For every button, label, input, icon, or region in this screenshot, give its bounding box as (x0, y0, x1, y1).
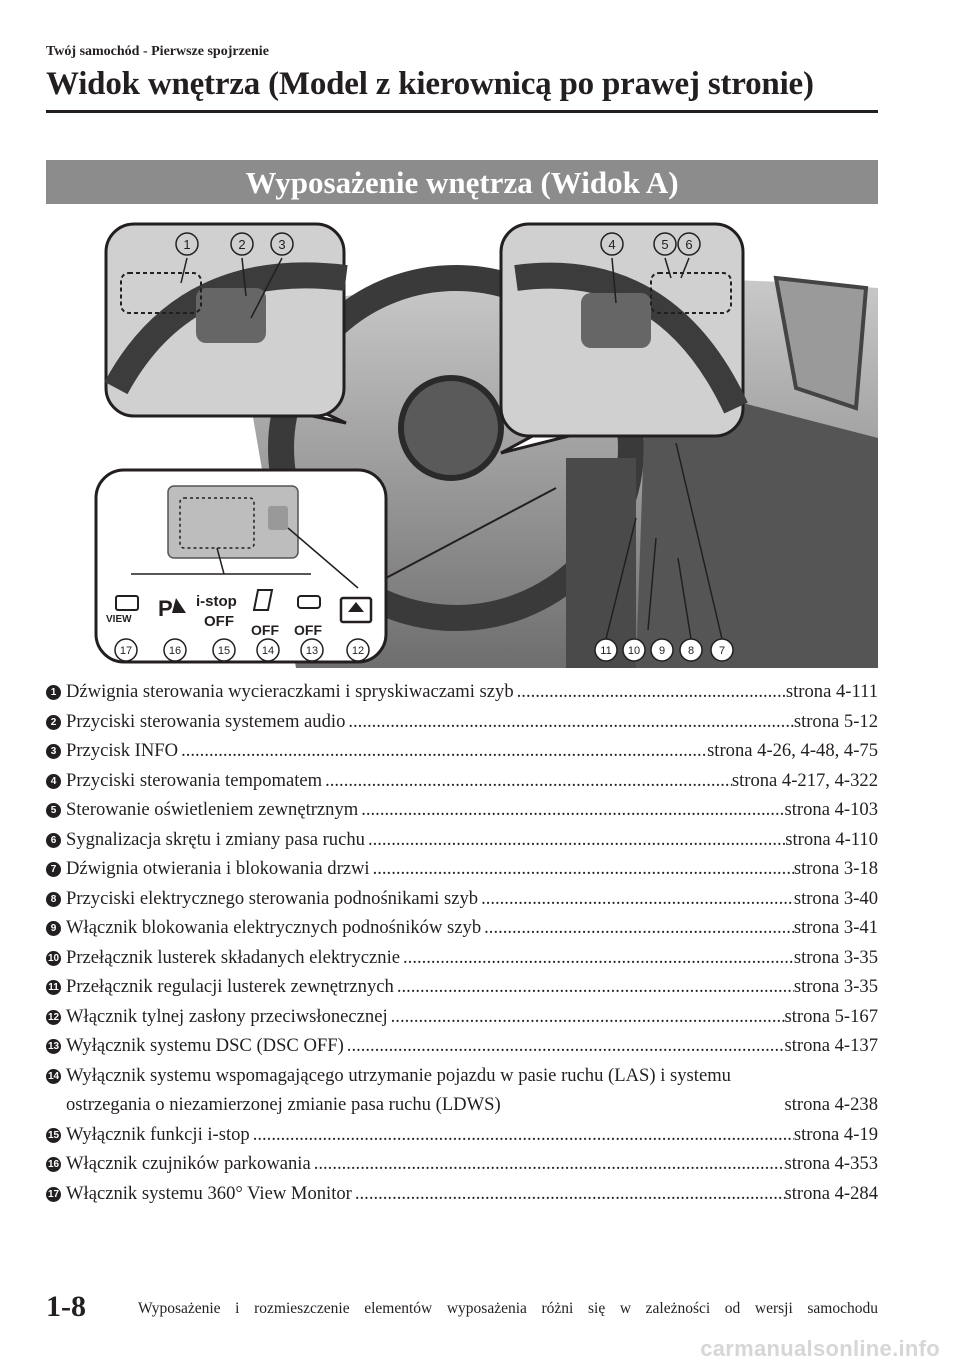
page-reference: strona 5-167 (784, 1005, 878, 1027)
legend-item (46, 972, 878, 1002)
page-reference: strona 4-19 (793, 1123, 878, 1145)
title-rule (46, 110, 878, 113)
inset-control-pad-left (196, 288, 266, 343)
leader-dots (344, 1031, 785, 1061)
callout-3-label: 3 (278, 237, 286, 252)
page-reference: strona 3-35 (793, 946, 878, 968)
legend-item (46, 884, 878, 914)
callout-9-label: 9 (658, 645, 666, 657)
leader-dots (345, 707, 793, 737)
callout-4-label: 4 (608, 237, 616, 252)
legend-label: Przycisk INFO (66, 740, 179, 761)
parking-button-label: P (158, 596, 173, 621)
leader-dots (400, 943, 794, 973)
legend-label: Przyciski sterowania tempomatem (66, 769, 323, 791)
legend-number-badge: 5 (46, 803, 61, 818)
legend-label: Przełącznik lusterek składanych elektrycznie (66, 946, 401, 968)
steering-wheel-hub (401, 378, 501, 478)
callout-8-label: 8 (687, 645, 695, 657)
callout-11-label: 11 (600, 645, 612, 657)
page-reference: strona 4-26, 4-48, 4-75 (707, 740, 878, 761)
legend-label: Sygnalizacja skrętu i zmiany pasa ruchu (66, 828, 365, 850)
legend-item (46, 854, 878, 884)
legend-number-badge: 2 (46, 715, 61, 730)
page-reference: strona 4-217, 4-322 (731, 769, 878, 791)
legend-label: Wyłącznik systemu DSC (DSC OFF) (66, 1035, 344, 1056)
watermark: carmanualsonline.info (700, 1336, 940, 1361)
section-banner: Wyposażenie wnętrza (Widok A) (46, 160, 878, 204)
leader-dots (365, 825, 785, 855)
leader-dots (514, 677, 786, 707)
legend-item (46, 1061, 878, 1120)
callout-9 (651, 639, 673, 661)
istop-label-1: i-stop (196, 593, 237, 610)
legend-number-badge: 13 (47, 1041, 60, 1052)
legend-item (46, 677, 878, 707)
legend-label: Włącznik blokowania elektrycznych podnośników szyb (66, 917, 482, 938)
legend-item (46, 913, 878, 943)
callout-6-label: 6 (685, 237, 693, 252)
legend-label: Włącznik tylnej zasłony przeciwsłonecznej (66, 1005, 388, 1027)
legend-item (46, 1179, 878, 1209)
callout-13-label: 13 (305, 645, 319, 657)
leader-dots (178, 736, 707, 766)
callout-10 (623, 639, 645, 661)
legend-label: Wyłącznik funkcji i-stop (66, 1123, 250, 1145)
legend-label: Wyłącznik systemu wspomagającego utrzymanie pojazdu w pasie ruchu (LAS) i systemu (66, 1064, 731, 1086)
dsc-off-label: OFF (294, 622, 322, 638)
callout-7-label: 7 (718, 645, 726, 657)
legend-label: Przełącznik regulacji lusterek zewnętrznych (66, 976, 394, 997)
legend-number-badge: 7 (46, 862, 61, 877)
callout-7 (711, 639, 733, 661)
callout-14-label: 14 (261, 645, 275, 657)
legend-number-badge: 3 (46, 744, 61, 759)
legend-number-badge: 15 (47, 1129, 60, 1141)
leader-dots (250, 1120, 794, 1150)
legend-number-badge: 17 (47, 1188, 60, 1200)
callout-8 (680, 639, 702, 661)
legend-number-badge: 11 (46, 980, 61, 995)
legend-number-badge: 16 (47, 1159, 60, 1170)
legend-item (46, 1031, 878, 1061)
callout-11 (595, 639, 617, 661)
page-reference: strona 3-41 (793, 917, 878, 938)
legend-number-badge: 12 (47, 1011, 60, 1023)
footer-note: Wyposażenie i rozmieszczenie elementów wyposażenia różni się w zależności od wersji samochodu (138, 1300, 878, 1317)
leader-dots (370, 854, 794, 884)
leader-dots (394, 972, 794, 1002)
leader-dots (481, 913, 794, 943)
legend-number-badge: 10 (47, 952, 60, 964)
callout-5-label: 5 (661, 237, 669, 252)
page-reference: strona 4-111 (785, 681, 878, 702)
breadcrumb: Twój samochód - Pierwsze spojrzenie (46, 44, 269, 59)
leader-dots (478, 884, 794, 914)
legend-label: Włącznik systemu 360° View Monitor (66, 1182, 352, 1204)
page-number: 1-8 (46, 1290, 86, 1323)
inset-sunshade-switch (268, 506, 288, 530)
legend-item (46, 1149, 878, 1179)
legend-label: Przyciski elektrycznego sterowania podnośnikami szyb (66, 887, 479, 909)
page-reference: strona 3-18 (793, 858, 878, 879)
page-reference: strona 3-40 (793, 887, 878, 909)
page-reference: strona 4-110 (785, 828, 878, 850)
legend-number-badge: 14 (47, 1070, 60, 1082)
legend-item (46, 1002, 878, 1032)
legend-number-badge: 1 (46, 685, 61, 700)
legend-list (46, 677, 878, 1208)
callout-15-label: 15 (217, 645, 231, 657)
page-reference: strona 5-12 (793, 710, 878, 732)
leader-dots (358, 795, 784, 825)
las-off-label: OFF (251, 622, 279, 638)
leader-dots (322, 766, 732, 796)
callout-10-label: 10 (627, 645, 641, 657)
legend-item (46, 736, 878, 766)
legend-item (46, 943, 878, 973)
callout-17-label: 17 (119, 645, 133, 657)
callout-2-label: 2 (238, 237, 246, 252)
legend-item (46, 766, 878, 796)
leader-dots (501, 1090, 785, 1120)
legend-item (46, 1120, 878, 1150)
legend-number-badge: 8 (46, 892, 61, 907)
legend-label: Przyciski sterowania systemem audio (66, 710, 346, 732)
callout-16-label: 16 (168, 645, 182, 657)
legend-label: Dźwignia sterowania wycieraczkami i spryskiwaczami szyb (66, 681, 514, 702)
legend-item (46, 707, 878, 737)
page-reference: strona 4-103 (784, 799, 878, 820)
page-reference: strona 4-353 (784, 1153, 878, 1174)
legend-item (46, 825, 878, 855)
legend-item (46, 795, 878, 825)
view-button-label: VIEW (106, 614, 132, 625)
legend-label: Dźwignia otwierania i blokowania drzwi (66, 858, 370, 879)
legend-number-badge: 4 (46, 774, 61, 789)
leader-dots (352, 1179, 785, 1209)
istop-label-2: OFF (204, 613, 234, 630)
legend-label-continued: ostrzegania o niezamierzonej zmianie pasa ruchu (LDWS) (66, 1094, 501, 1115)
page-reference: strona 3-35 (793, 976, 878, 997)
page-reference: strona 4-137 (784, 1035, 878, 1056)
legend-label: Sterowanie oświetleniem zewnętrznym (66, 799, 359, 820)
page-reference: strona 4-238 (784, 1094, 878, 1115)
leader-dots (311, 1149, 785, 1179)
interior-figure (46, 218, 878, 668)
interior-illustration (46, 218, 878, 668)
page-reference: strona 4-284 (784, 1182, 878, 1204)
legend-number-badge: 9 (46, 921, 61, 936)
page-title: Widok wnętrza (Model z kierownicą po prawej stronie) (46, 66, 814, 102)
legend-number-badge: 6 (46, 833, 61, 848)
leader-dots (388, 1002, 785, 1032)
callout-12-label: 12 (351, 645, 365, 657)
callout-1-label: 1 (183, 237, 191, 252)
legend-label: Włącznik czujników parkowania (66, 1153, 311, 1174)
